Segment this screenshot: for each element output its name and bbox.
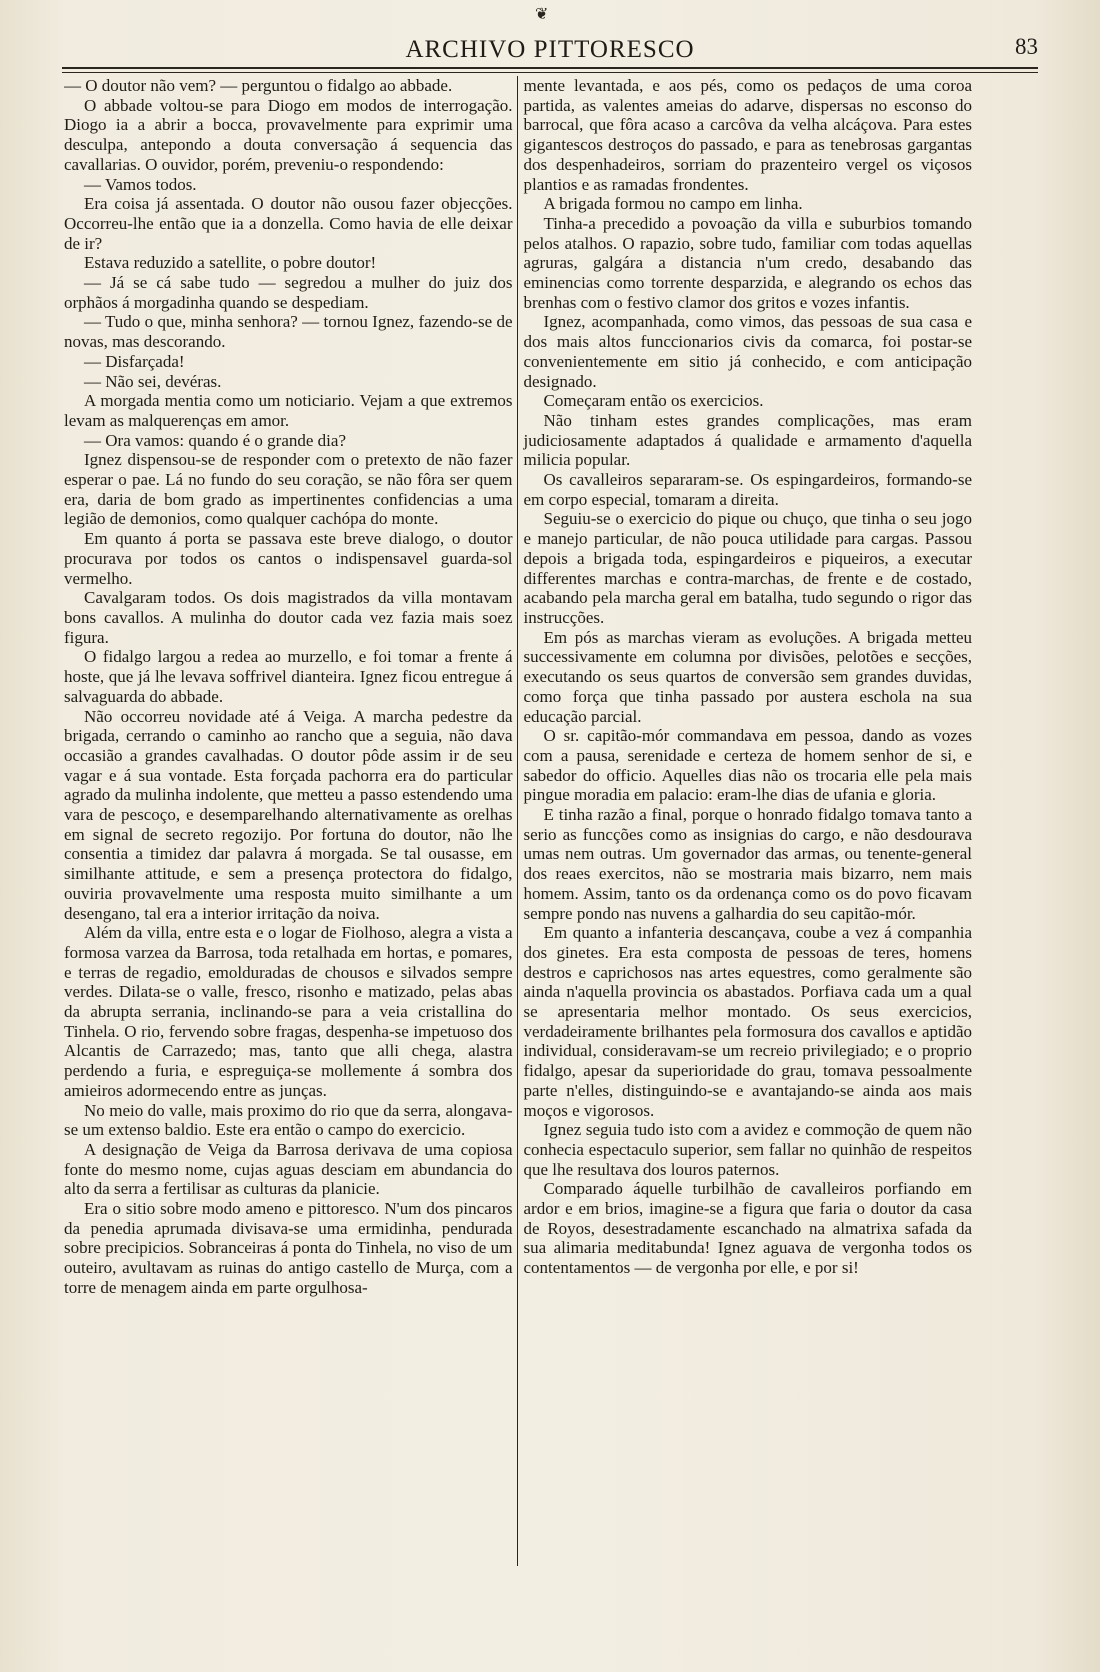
paragraph: Comparado áquelle turbilhão de cavalleiros porfiando em ardor e em brios, imagine-se a figura que faria o doutor da casa de Royos, desestradamente escanchado na almatrixa safada da sua alimaria meditabunda! Ignez aguava de vergonha todos os contentamentos — de vergonha por elle, e por si! — [523, 1179, 972, 1278]
right-column — [518, 76, 973, 1590]
paragraph: — Tudo o que, minha senhora? — tornou Ignez, fazendo-se de novas, mas descorando. — [64, 312, 513, 352]
header-rule — [62, 67, 1038, 73]
paragraph: Ignez, acompanhada, como vimos, das pessoas de sua casa e dos mais altos funccionarios civis da comarca, foi postar-se convenientemente em sitio já conhecido, e com anticipação designado. — [523, 312, 972, 391]
paragraph: Tinha-a precedido a povoação da villa e suburbios tomando pelos atalhos. O rapazio, sobre tudo, familiar com todas aquellas agruras, galgára a distancia n'um credo, desabando das eminencias como torrente desparzida, e alegrando os echos das brenhas com o festivo clamor dos gritos e vozes infantis. — [523, 213, 972, 312]
paragraph: Em quanto a infanteria descançava, coube a vez á companhia dos ginetes. Era esta composta de pessoas de teres, homens destros e caprichosos nas artes equestres, como geralmente são ainda n'aquella provincia os abastados. Porfiava cada um a qual se apresentaria melhor montado. Os seus exercicios, verdadeiramente brilhantes pela formosura dos cavallos e aptidão individual, consideravam-se um recreio privilegiado; e o proprio fidalgo, apesar da superioridade do grau, tomava pessoalmente parte n'elles, distinguindo-se e avantajando-se ainda aos mais moços e vigorosos. — [523, 923, 972, 1120]
paragraph: Não tinham estes grandes complicações, mas eram judiciosamente adaptados á qualidade e armamento d'aquella milicia popular. — [523, 410, 972, 470]
paragraph: O sr. capitão-mór commandava em pessoa, dando as vozes com a pausa, serenidade e certeza de homem senhor de si, e sabedor do officio. Aquelles dias não os trocaria elle pela mais pingue moradia em palacio: eram-lhe dias de ufania e gloria. — [523, 726, 972, 805]
paragraph: A designação de Veiga da Barrosa derivava de uma copiosa fonte do mesmo nome, cujas aguas desciam em abundancia do alto da serra a fertilisar as culturas da planicie. — [64, 1139, 513, 1199]
text-columns — [64, 76, 972, 1590]
paragraph: Ignez dispensou-se de responder com o pretexto de não fazer esperar o pae. Lá no fundo do seu coração, se não fôra ser quem era, daria de bom grado as impertinentes confidencias a uma legião de demonios, como qualquer cachópa do monte. — [64, 450, 513, 529]
paragraph: — O doutor não vem? — perguntou o fidalgo ao abbade. — [64, 76, 453, 95]
paragraph: Além da villa, entre esta e o logar de Fiolhoso, alegra a vista a formosa varzea da Barrosa, toda retalhada em hortas, e pomares, e terras de regadio, emolduradas de chousos e silvados sempre verdes. Dilata-se o valle, fresco, risonho e matizado, pelas abas da abrupta serrania, inclinando-se para a veia cristallina do Tinhela. O rio, fervendo sobre fragas, despenha-se impetuoso dos Alcantis de Carrazedo; mas, tanto que alli chega, alastra perdendo a furia, e espreguiça-se mollemente á sombra dos amieiros adormecendo entre as junças. — [64, 923, 513, 1100]
paragraph: E tinha razão a final, porque o honrado fidalgo tomava tanto a serio as funcções como as insignias do cargo, e não desdourava umas nem outras. Um governador das armas, ou tenente-general dos reaes exercitos, não se mostraria mais bizarro, nem mais homem. Assim, tanto os da ordenança como os do povo ficavam sempre pondo nas nuvens a galhardia do seu capitão-mór. — [523, 805, 972, 923]
paragraph: — Disfarçada! — [84, 351, 185, 371]
paragraph: Cavalgaram todos. Os dois magistrados da villa montavam bons cavallos. A mulinha do doutor cada vez fazia mais soez figura. — [64, 588, 513, 647]
paragraph: Seguiu-se o exercicio do pique ou chuço, que tinha o seu jogo e manejo particular, de não pouca utilidade para cargas. Passou depois a brigada toda, espingardeiros e piqueiros, a executar differentes marchas e contra-marchas, de frente e de costado, acabando pela marcha geral em batalha, tudo segundo o rigor das instrucções. — [523, 509, 972, 627]
paragraph: Era coisa já assentada. O doutor não ousou fazer objecções. Occorreu-lhe então que ia a donzella. Como havia de elle deixar de ir? — [64, 194, 513, 253]
paragraph: Os cavalleiros separaram-se. Os espingardeiros, formando-se em corpo especial, tomaram a direita. — [523, 470, 972, 509]
paragraph: A brigada formou no campo em linha. — [543, 194, 803, 214]
paragraph: No meio do valle, mais proximo do rio que da serra, alongava-se um extenso baldio. Este era então o campo do exercicio. — [64, 1100, 513, 1140]
paragraph: — Não sei, devéras. — [84, 371, 222, 391]
left-column — [64, 76, 517, 1590]
paragraph: Em quanto á porta se passava este breve dialogo, o doutor procurava por todos os cantos o indispensavel guarda-sol vermelho. — [64, 529, 513, 588]
paragraph: Era o sitio sobre modo ameno e pittoresco. N'um dos pincaros da penedia aprumada divisava-se uma ermidinha, pendurada sobre precipicios. Sobranceiras á ponta do Tinhela, no viso de um outeiro, avultavam as ruinas do antigo castello de Murça, com a torre de menagem ainda em parte orgulhosa- — [64, 1199, 513, 1297]
paragraph: mente levantada, e aos pés, como os pedaços de uma coroa partida, as valentes ameias do adarve, dispersas no esconso do barrocal, que fôra acaso a carcôva da velha alcáçova. Para estes gigantescos destroços do passado, e para as tenebrosas gargantas dos despenhadeiros, sorriam do prazenteiro vergel os viçosos plantios e as ramadas frondentes. — [523, 76, 972, 194]
paragraph: Não occorreu novidade até á Veiga. A marcha pedestre da brigada, cerrando o caminho ao rancho que a seguia, não dava occasião a grandes cavalhadas. O doutor pôde assim ir de seu vagar e á sua vontade. Esta forçada pachorra era do particular agrado da mulinha indolente, que metteu a passo estendendo uma vara de pescoço, e desemparelhando alternativamente as orelhas em signal de secreto regozijo. Por fortuna do doutor, não lhe consentia a timidez dar palavra á morgada. Se tal ousasse, em similhante attitude, e sem a presença protectora do fidalgo, ouviria provavelmente uma resposta muito similhante a um desengano, tal era a interior irritação da noiva. — [64, 706, 513, 923]
header-ornament: ❦ — [535, 4, 549, 23]
page-number: 83 — [1015, 34, 1038, 59]
paragraph: O fidalgo largou a redea ao murzello, e foi tomar a frente á hoste, que já lhe levava soffrivel dianteira. Ignez ficou entregue á salvaguarda do abbade. — [64, 647, 513, 706]
paragraph: Ignez seguia tudo isto com a avidez e commoção de quem não conhecia espectaculo superior, sem fallar no quinhão de respeitos que lhe resultava dos louros paternos. — [523, 1120, 972, 1179]
running-title: ARCHIVO PITTORESCO — [405, 36, 695, 63]
paragraph: — Já se cá sabe tudo — segredou a mulher do juiz dos orphãos á morgadinha quando se despediam. — [64, 273, 513, 312]
paragraph: A morgada mentia como um noticiario. Vejam a que extremos levam as malquerenças em amor. — [64, 391, 513, 430]
paragraph: Começaram então os exercicios. — [543, 391, 764, 411]
paragraph: O abbade voltou-se para Diogo em modos de interrogação. Diogo ia a abrir a bocca, provavelmente para exprimir uma desculpa, antepondo a douta conversação á sequencia das cavallarias. O ouvidor, porém, preveniu-o respondendo: — [64, 95, 513, 174]
paragraph: — Vamos todos. — [84, 174, 197, 194]
paragraph: Em pós as marchas vieram as evoluções. A brigada metteu successivamente em columna por divisões, pelotões e secções, executando os seus quartos de conversão sem grandes duvidas, como força que tinha passado por austera eschola na sua educação parcial. — [523, 627, 972, 726]
paragraph: — Ora vamos: quando é o grande dia? — [84, 430, 346, 450]
paragraph: Estava reduzido a satellite, o pobre doutor! — [84, 253, 377, 273]
